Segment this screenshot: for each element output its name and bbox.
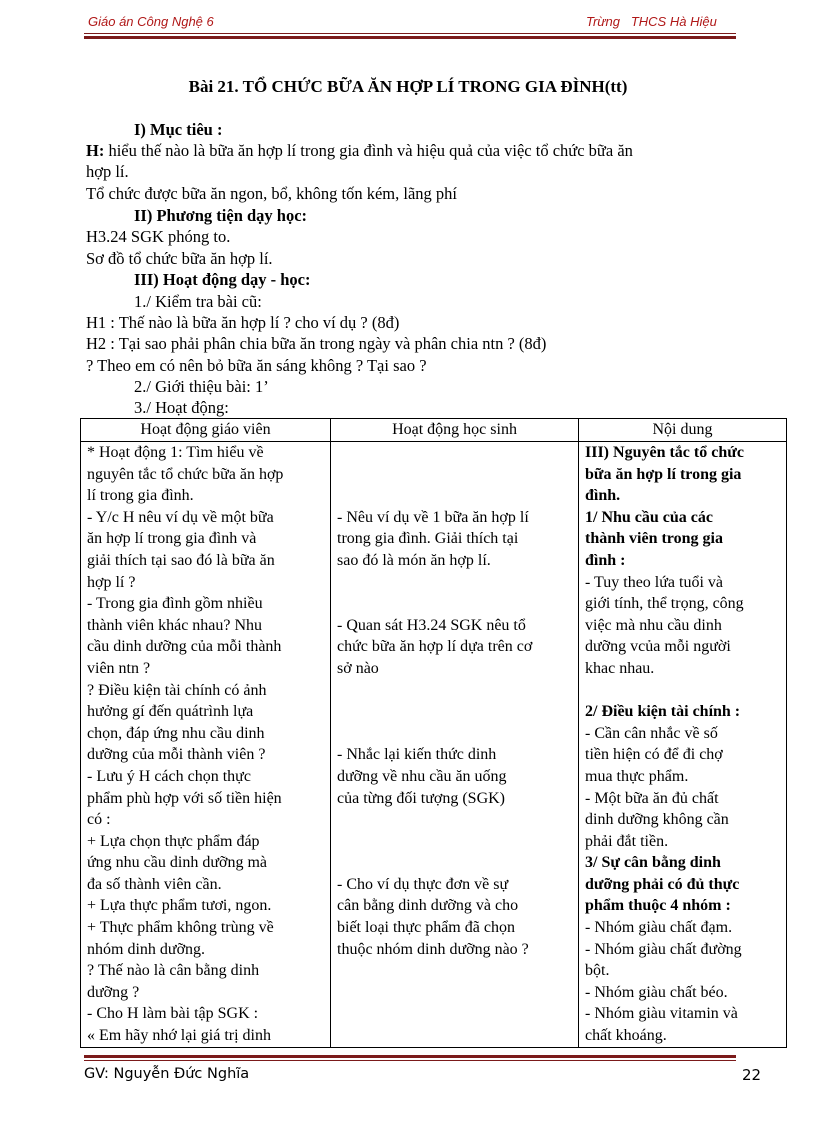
content-line: 1/ Nhu cầu của các <box>585 508 713 526</box>
content-line: - Nhóm giàu chất đường <box>585 940 742 958</box>
spacer <box>337 852 574 874</box>
content-line: phải đắt tiền. <box>585 832 669 850</box>
teacher-activity-cell <box>81 442 331 1048</box>
student-line: của từng đối tượng (SGK) <box>337 789 506 807</box>
teacher-line: ? Điều kiện tài chính có ảnh <box>87 681 267 699</box>
spacer <box>337 680 574 702</box>
student-line: thuộc nhóm dinh dưỡng nào ? <box>337 940 529 958</box>
objectives-heading: I) Mục tiêu : <box>134 120 223 139</box>
content-line: dưỡng vcủa mỗi người <box>585 638 731 656</box>
objective-h-text: hiểu thế nào là bữa ăn hợp lí trong gia đình và hiệu quả của việc tổ chức bữa ăn <box>104 141 633 160</box>
content-line: đình. <box>585 487 621 505</box>
spacer <box>337 442 574 464</box>
student-activity-cell <box>331 442 579 1048</box>
objective-organize: Tổ chức được bữa ăn ngon, bổ, không tốn kém, lãng phí <box>86 184 457 203</box>
teacher-line: chọn, đáp ứng nhu cầu dinh <box>87 724 265 742</box>
lesson-title: Bài 21. TỔ CHỨC BỮA ĂN HỢP LÍ TRONG GIA ĐÌNH(tt) <box>188 77 628 96</box>
content-line: dưỡng phải có đủ thực <box>585 875 740 893</box>
content-line: tiền hiện có để đi chợ <box>585 746 723 764</box>
means-item: Sơ đồ tổ chức bữa ăn hợp lí. <box>86 249 273 268</box>
review-heading: 1./ Kiểm tra bài cũ: <box>134 292 262 311</box>
teacher-line: viên ntn ? <box>87 659 151 677</box>
teacher-line: nguyên tắc tổ chức bữa ăn hợp <box>87 465 284 483</box>
student-line: dưỡng về nhu cầu ăn uống <box>337 767 507 785</box>
spacer <box>337 593 574 615</box>
content-line: 2/ Điều kiện tài chính : <box>585 703 741 721</box>
header-student-activity: Hoạt động học sinh <box>331 419 579 442</box>
teacher-line: hợp lí ? <box>87 573 136 591</box>
content-line: đình : <box>585 551 626 569</box>
teacher-line: có : <box>87 811 111 829</box>
teacher-line: ăn hợp lí trong gia đình và <box>87 530 257 548</box>
teacher-line: + Lựa thực phẩm tươi, ngon. <box>87 897 272 915</box>
teacher-line: + Thực phẩm không trùng về <box>87 919 274 937</box>
teacher-line: hưởng gí đến quátrình lựa <box>87 703 254 721</box>
teacher-line: ứng nhu cầu dinh dưỡng mà <box>87 854 267 872</box>
teacher-line: ? Thế nào là cân bằng dinh <box>87 962 260 980</box>
footer-rule-thin <box>84 1060 736 1061</box>
content-line: bột. <box>585 962 610 980</box>
header-rule-thin <box>84 33 736 34</box>
content-line: dinh dưỡng không cần <box>585 811 729 829</box>
header-content: Nội dung <box>579 419 787 442</box>
content-line: thành viên trong gia <box>585 530 723 548</box>
review-question: H1 : Thế nào là bữa ăn hợp lí ? cho ví dụ ? (8đ) <box>86 313 400 332</box>
spacer <box>337 464 574 486</box>
review-question: H2 : Tại sao phải phân chia bữa ăn trong ngày và phân chia ntn ? (8đ) <box>86 334 547 353</box>
teacher-line: dưỡng của mỗi thành viên ? <box>87 746 266 764</box>
teacher-line: - Y/c H nêu ví dụ về một bữa <box>87 508 274 526</box>
student-line: sao đó là món ăn hợp lí. <box>337 551 491 569</box>
page-number: 22 <box>742 1066 762 1084</box>
teacher-line: nhóm dinh dưỡng. <box>87 940 206 958</box>
content-line: mua thực phẩm. <box>585 767 689 785</box>
content-line: III) Nguyên tắc tổ chức <box>585 444 744 461</box>
header-teacher-activity: Hoạt động giáo viên <box>81 419 331 442</box>
spacer <box>337 485 574 507</box>
teacher-line: + Lựa chọn thực phẩm đáp <box>87 832 260 850</box>
content-line: - Nhóm giàu vitamin và <box>585 1005 738 1023</box>
means-item: H3.24 SGK phóng to. <box>86 227 231 246</box>
objective-h-label: H: <box>86 141 105 160</box>
activities-heading: III) Hoạt động dạy - học: <box>134 270 311 289</box>
teacher-line: cầu dinh dưỡng của mỗi thành <box>87 638 282 656</box>
spacer <box>337 572 574 594</box>
student-line: - Nhắc lại kiến thức dinh <box>337 746 497 764</box>
content-line: 3/ Sự cân bằng dinh <box>585 854 721 872</box>
student-line: cân bằng dinh dưỡng và cho <box>337 897 519 915</box>
student-line: chức bữa ăn hợp lí dựa trên cơ <box>337 638 533 656</box>
teacher-line: thành viên khác nhau? Nhu <box>87 616 263 634</box>
spacer <box>337 723 574 745</box>
spacer <box>337 809 574 831</box>
content-line: - Cần cân nhắc về số <box>585 724 718 742</box>
teacher-line: - Cho H làm bài tập SGK : <box>87 1005 259 1023</box>
teacher-line: * Hoạt động 1: Tìm hiểu về <box>87 444 264 461</box>
student-line: - Cho ví dụ thực đơn về sự <box>337 875 509 893</box>
student-line: sở nào <box>337 659 379 677</box>
content-cell <box>579 442 787 1048</box>
content-line: khac nhau. <box>585 659 655 677</box>
spacer <box>337 701 574 723</box>
footer-teacher: GV: Nguyễn Đức Nghĩa <box>84 1066 250 1082</box>
teacher-line: đa số thành viên cần. <box>87 875 222 893</box>
content-line: việc mà nhu cầu dinh <box>585 616 722 634</box>
activity-line: 3./ Hoạt động: <box>134 398 229 417</box>
content-line: chất khoáng. <box>585 1027 667 1045</box>
teacher-line: « Em hãy nhớ lại giá trị dinh <box>87 1027 271 1045</box>
teacher-line: giải thích tại sao đó là bữa ăn <box>87 551 275 569</box>
activity-table <box>80 418 787 1048</box>
header-rule-thick <box>84 36 736 39</box>
content-line: bữa ăn hợp lí trong gia <box>585 465 742 483</box>
teacher-line: - Lưu ý H cách chọn thực <box>87 767 251 785</box>
header-subject: Giáo án Công Nghệ 6 <box>88 14 214 29</box>
student-line: biết loại thực phẩm đã chọn <box>337 919 515 937</box>
intro-line: 2./ Giới thiệu bài: 1’ <box>134 377 269 396</box>
means-heading: II) Phương tiện dạy học: <box>134 206 308 225</box>
content-line: giới tính, thể trọng, công <box>585 595 744 613</box>
review-question: ? Theo em có nên bỏ bữa ăn sáng không ? Tại sao ? <box>86 356 427 375</box>
content-line: - Nhóm giàu chất béo. <box>585 983 728 1001</box>
content-line: - Một bữa ăn đủ chất <box>585 789 719 807</box>
content-line: - Tuy theo lứa tuổi và <box>585 573 724 591</box>
footer-rule-thick <box>84 1055 736 1058</box>
content-line: phẩm thuộc 4 nhóm : <box>585 897 731 915</box>
teacher-line: lí trong gia đình. <box>87 487 194 505</box>
student-line: - Quan sát H3.24 SGK nêu tổ <box>337 616 526 634</box>
objective-understand <box>86 141 633 161</box>
objective-understand-cont: hợp lí. <box>86 162 129 181</box>
spacer <box>337 831 574 853</box>
header-school: Trừng THCS Hà Hiệu <box>586 14 717 29</box>
teacher-line: phẩm phù hợp với số tiền hiện <box>87 789 282 807</box>
content-line <box>585 680 782 702</box>
content-line: - Nhóm giàu chất đạm. <box>585 919 733 937</box>
student-line: trong gia đình. Giải thích tại <box>337 530 519 548</box>
teacher-line: dưỡng ? <box>87 983 140 1001</box>
teacher-line: - Trong gia đình gồm nhiều <box>87 595 263 613</box>
student-line: - Nêu ví dụ về 1 bữa ăn hợp lí <box>337 508 529 526</box>
